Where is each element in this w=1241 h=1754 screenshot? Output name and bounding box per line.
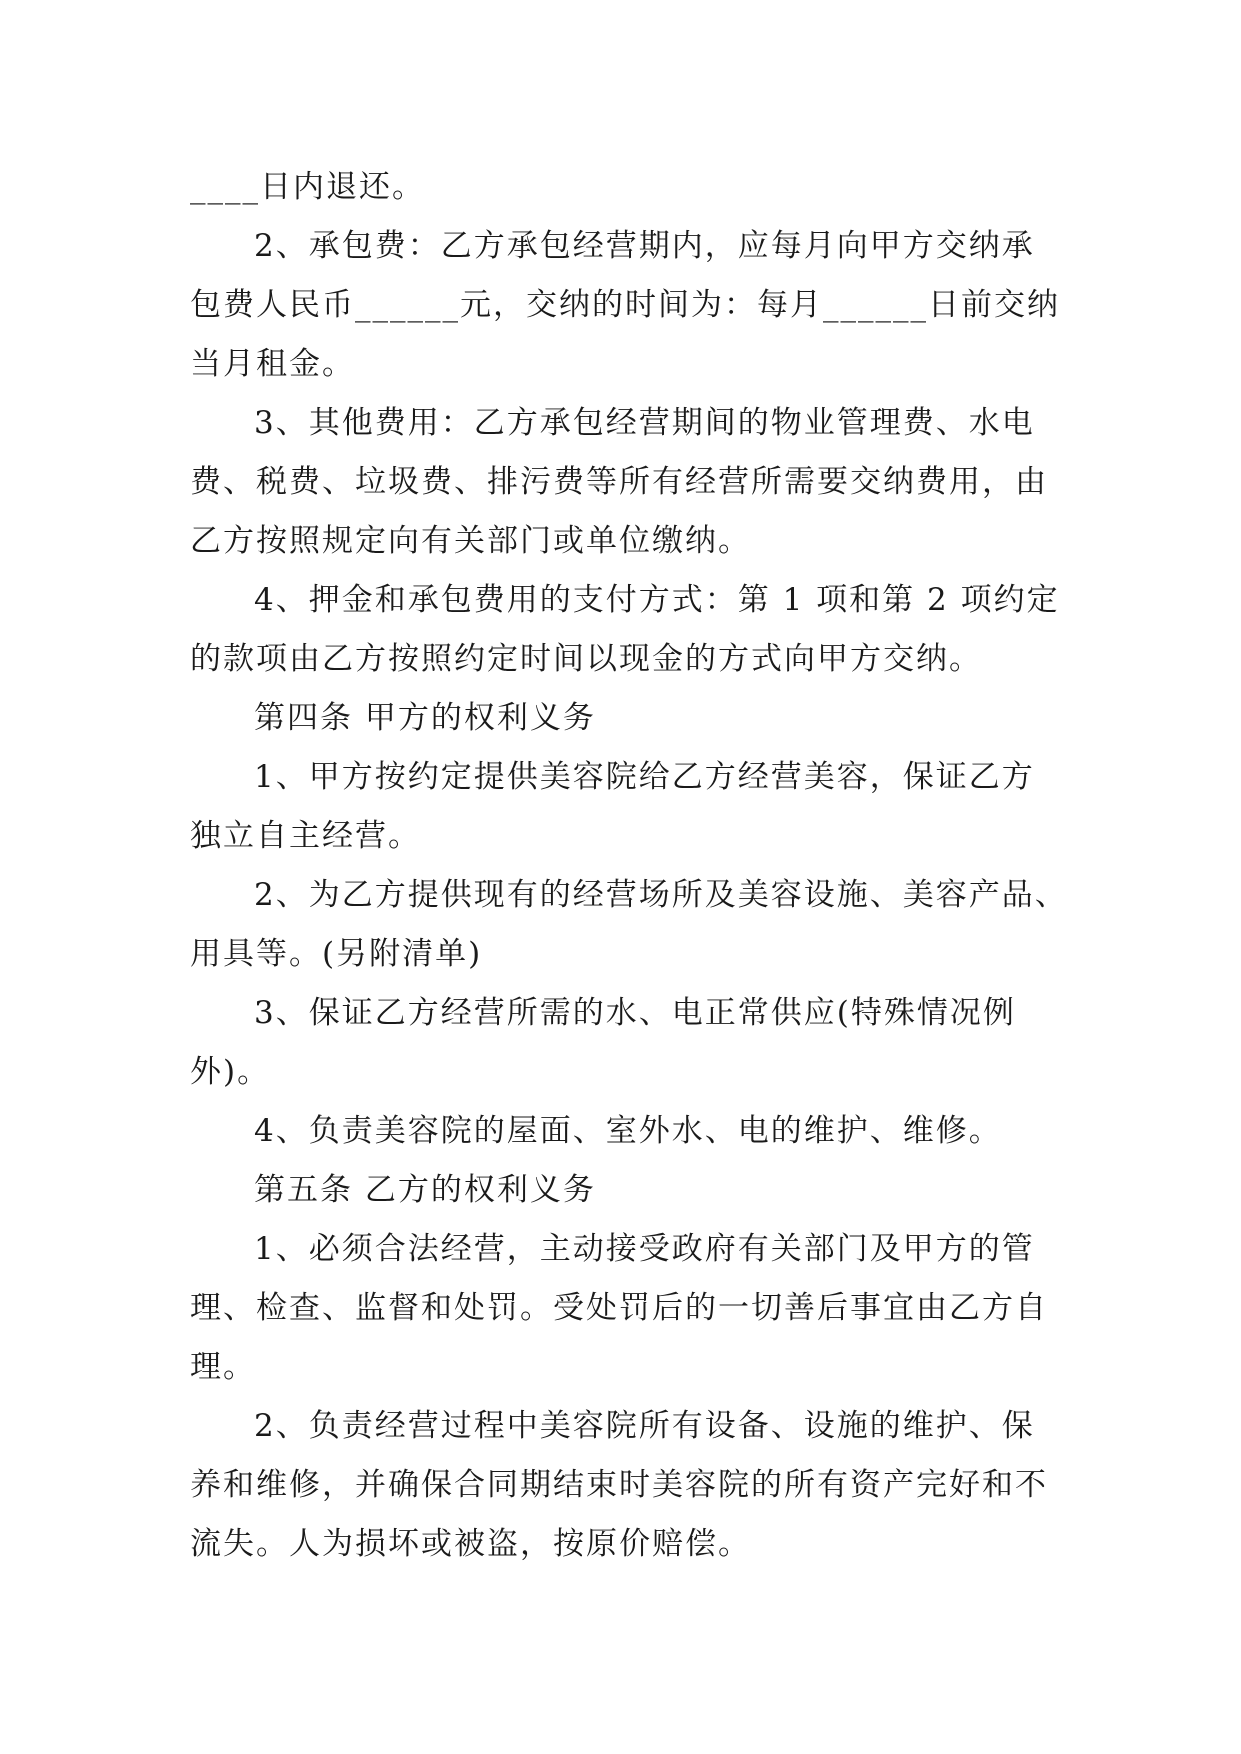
section-heading-4: 第四条 甲方的权利义务	[254, 700, 596, 736]
text-line-12: 独立自主经营。	[190, 818, 421, 854]
text-line-21: 理。	[190, 1349, 256, 1385]
text-line-19: 1、必须合法经营，主动接受政府有关部门及甲方的管	[254, 1231, 1035, 1267]
text-line-6: 费、税费、垃圾费、排污费等所有经营所需要交纳费用，由	[190, 464, 1048, 500]
text-line-4: 当月租金。	[190, 346, 355, 382]
text-line-22: 2、负责经营过程中美容院所有设备、设施的维护、保	[254, 1408, 1035, 1444]
text-line-1: ____日内退还。	[190, 169, 425, 205]
section-heading-5: 第五条 乙方的权利义务	[254, 1172, 596, 1208]
text-line-13: 2、为乙方提供现有的经营场所及美容设施、美容产品、	[254, 877, 1068, 913]
text-line-16: 外)。	[190, 1054, 271, 1090]
text-line-17: 4、负责美容院的屋面、室外水、电的维护、维修。	[254, 1113, 1002, 1149]
text-line-14: 用具等。(另附清单)	[190, 936, 483, 972]
text-line-2: 2、承包费：乙方承包经营期内，应每月向甲方交纳承	[254, 228, 1035, 264]
text-line-23: 养和维修，并确保合同期结束时美容院的所有资产完好和不	[190, 1467, 1048, 1503]
text-line-5: 3、其他费用：乙方承包经营期间的物业管理费、水电	[254, 405, 1035, 441]
text-line-3: 包费人民币______元，交纳的时间为：每月______日前交纳	[190, 287, 1060, 323]
document-body	[190, 158, 1068, 1574]
text-line-24: 流失。人为损坏或被盗，按原价赔偿。	[190, 1526, 751, 1562]
text-line-8: 4、押金和承包费用的支付方式：第 1 项和第 2 项约定	[254, 582, 1060, 618]
text-line-20: 理、检查、监督和处罚。受处罚后的一切善后事宜由乙方自	[190, 1290, 1048, 1326]
text-line-11: 1、甲方按约定提供美容院给乙方经营美容，保证乙方	[254, 759, 1035, 795]
text-line-9: 的款项由乙方按照约定时间以现金的方式向甲方交纳。	[190, 641, 982, 677]
text-line-7: 乙方按照规定向有关部门或单位缴纳。	[190, 523, 751, 559]
text-line-15: 3、保证乙方经营所需的水、电正常供应(特殊情况例	[254, 995, 1016, 1031]
